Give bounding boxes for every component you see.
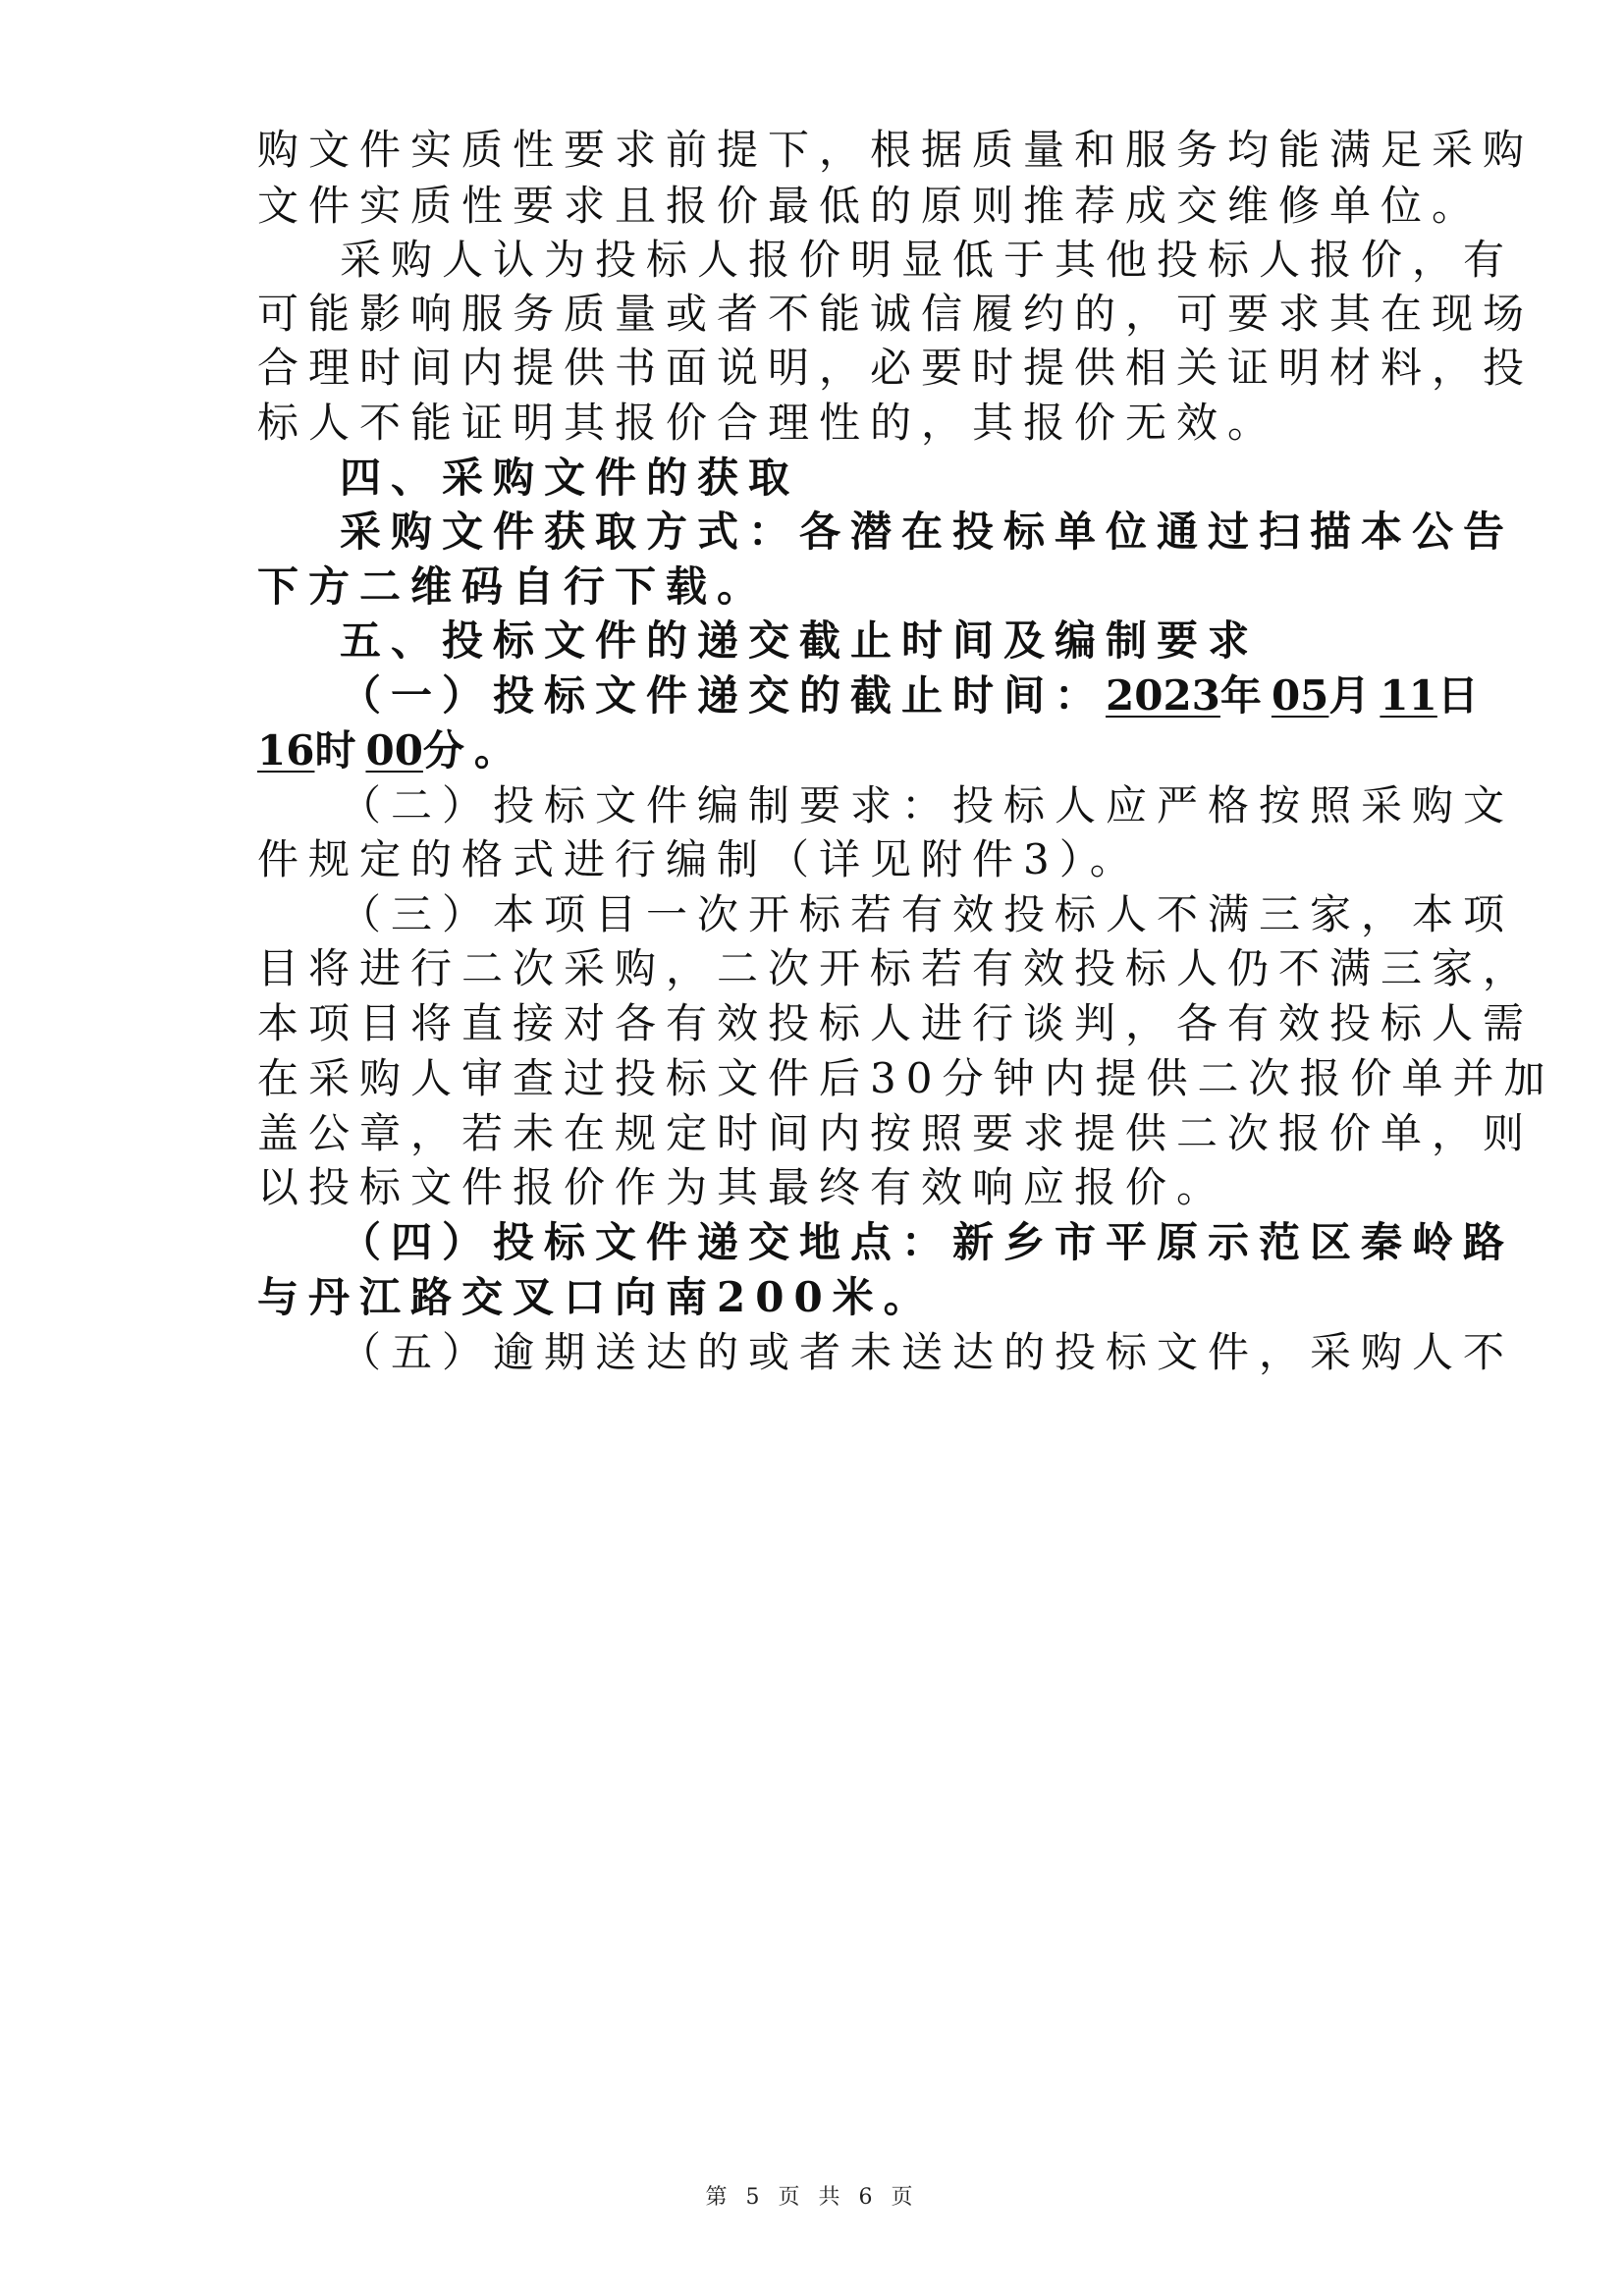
- item-3-line-5: 盖公章，若未在规定时间内按照要求提供二次报价单，则: [257, 1109, 1535, 1157]
- deadline-minute-unit: 分。: [422, 726, 525, 774]
- item-3-line-3: 本项目将直接对各有效投标人进行谈判，各有效投标人需: [257, 999, 1535, 1047]
- paragraph-2-line-1: 采购人认为投标人报价明显低于其他投标人报价，有: [340, 236, 1515, 284]
- item-2-line-2: 件规定的格式进行编制（详见附件3）。: [257, 835, 1141, 883]
- deadline-day: 11: [1380, 671, 1437, 720]
- item-3-line-1: （三）本项目一次开标若有效投标人不满三家，本项: [340, 890, 1515, 938]
- section-4-heading: 四、采购文件的获取: [340, 454, 800, 502]
- item-3-line-4: 在采购人审查过投标文件后30分钟内提供二次报价单并加: [257, 1054, 1555, 1102]
- item-2-line-1: （二）投标文件编制要求：投标人应严格按照采购文: [340, 781, 1515, 829]
- section-4-method-line-2: 下方二维码自行下载。: [257, 562, 769, 611]
- item-5-line-1: （五）逾期送达的或者未送达的投标文件，采购人不: [340, 1328, 1515, 1376]
- paragraph-2-line-4: 标人不能证明其报价合理性的，其报价无效。: [257, 399, 1279, 447]
- item-3-line-2: 目将进行二次采购，二次开标若有效投标人仍不满三家，: [257, 944, 1535, 992]
- deadline-prefix: （一）投标文件递交的截止时间：: [340, 671, 1107, 720]
- paragraph-1-line-2: 文件实质性要求且报价最低的原则推荐成交维修单位。: [257, 182, 1484, 230]
- deadline-day-unit: 日: [1436, 671, 1489, 720]
- item-4-line-1: （四）投标文件递交地点：新乡市平原示范区秦岭路: [340, 1218, 1515, 1266]
- deadline-hour: 16: [257, 726, 315, 774]
- paragraph-2-line-3: 合理时间内提供书面说明，必要时提供相关证明材料，投: [257, 344, 1535, 392]
- deadline-month: 05: [1271, 671, 1329, 720]
- deadline-month-unit: 月: [1328, 671, 1380, 720]
- item-3-line-6: 以投标文件报价作为其最终有效响应报价。: [257, 1163, 1228, 1211]
- section-5-heading: 五、投标文件的递交截止时间及编制要求: [340, 616, 1260, 665]
- deadline-minute: 00: [365, 726, 423, 774]
- item-4-line-2: 与丹江路交叉口向南200米。: [257, 1273, 935, 1321]
- page-footer: 第 5 页 共 6 页: [705, 2185, 919, 2210]
- paragraph-2-line-2: 可能影响服务质量或者不能诚信履约的，可要求其在现场: [257, 290, 1535, 338]
- deadline-year-unit: 年: [1219, 671, 1272, 720]
- section-4-method-line-1: 采购文件获取方式：各潜在投标单位通过扫描本公告: [340, 507, 1515, 556]
- deadline-hour-unit: 时: [314, 726, 366, 774]
- deadline-line-2: [257, 723, 525, 778]
- deadline-year: 2023: [1106, 671, 1220, 720]
- paragraph-1-line-1: 购文件实质性要求前提下，根据质量和服务均能满足采购: [257, 126, 1535, 174]
- deadline-line-1: [340, 668, 1489, 723]
